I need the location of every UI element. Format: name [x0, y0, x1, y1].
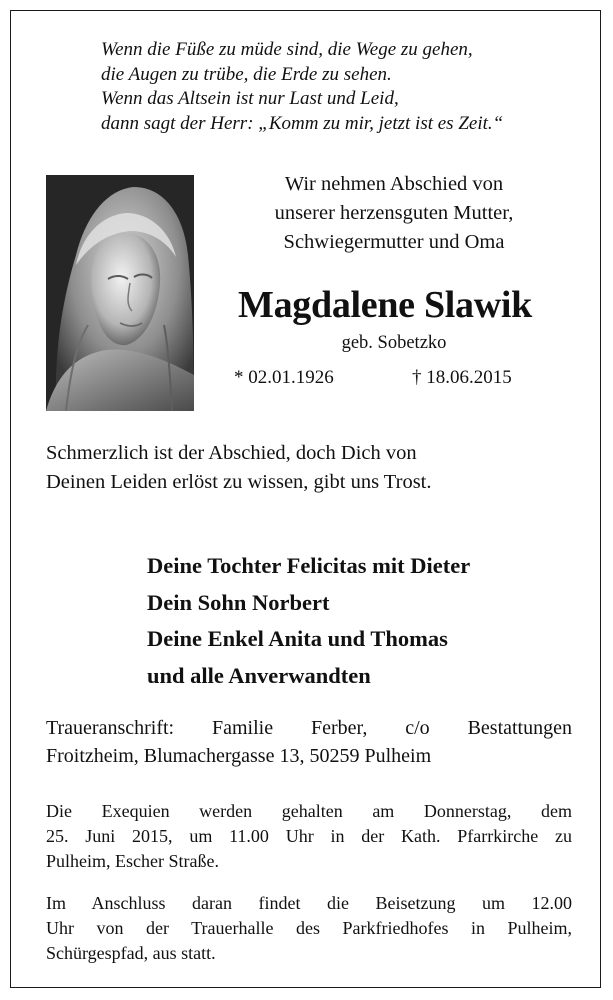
poem-line: die Augen zu trübe, die Erde zu sehen. — [101, 63, 392, 85]
burial-line: Schürgespfad, aus statt. — [46, 943, 216, 963]
burial-text — [46, 891, 572, 966]
deceased-name: Magdalene Slawik — [238, 284, 532, 326]
intro-line: Schwiegermutter und Oma — [283, 231, 505, 253]
poem-line: Wenn das Altsein ist nur Last und Leid, — [101, 88, 399, 109]
death-date: † 18.06.2015 — [412, 367, 512, 388]
comfort-line: Schmerzlich ist der Abschied, doch Dich von — [46, 442, 417, 464]
intro-text — [214, 170, 574, 257]
poem-line: Wenn die Füße zu müde sind, die Wege zu gehen, — [101, 39, 473, 60]
comfort-line: Deinen Leiden erlöst zu wissen, gibt uns Trost. — [46, 471, 432, 493]
poem — [101, 38, 581, 136]
mourner-line: Deine Enkel Anita und Thomas — [147, 626, 448, 651]
address-line: Froitzheim, Blumachergasse 13, 50259 Pulheim — [46, 745, 432, 767]
intro-line: unserer herzensguten Mutter, — [274, 202, 514, 224]
mourner-line: und alle Anverwandten — [147, 662, 371, 688]
burial-line: Uhr von der Trauerhalle des Parkfriedhofes in Pulheim, — [46, 918, 572, 938]
mourner-line: Dein Sohn Norbert — [147, 589, 330, 615]
poem-line: dann sagt der Herr: „Komm zu mir, jetzt ist es Zeit.“ — [101, 112, 504, 134]
service-line: Pulheim, Escher Straße. — [46, 851, 219, 871]
birth-date: * 02.01.1926 — [234, 367, 334, 388]
funeral-service-text — [46, 799, 572, 874]
address-line: Traueranschrift: Familie Ferber, c/o Bestattungen — [46, 717, 572, 739]
mourning-address — [46, 714, 572, 770]
birth-name: geb. Sobetzko — [341, 333, 447, 353]
intro-line: Wir nehmen Abschied von — [284, 173, 504, 195]
mourner-line: Deine Tochter Felicitas mit Dieter — [147, 553, 471, 578]
madonna-statue-image — [46, 175, 194, 411]
service-line: Die Exequien werden gehalten am Donnerstag, dem — [46, 801, 572, 821]
mourners-list — [147, 548, 587, 694]
burial-line: Im Anschluss daran findet die Beisetzung um 12.00 — [46, 893, 572, 913]
comfort-text — [46, 439, 586, 497]
service-line: 25. Juni 2015, um 11.00 Uhr in der Kath. Pfarrkirche zu — [46, 826, 572, 846]
